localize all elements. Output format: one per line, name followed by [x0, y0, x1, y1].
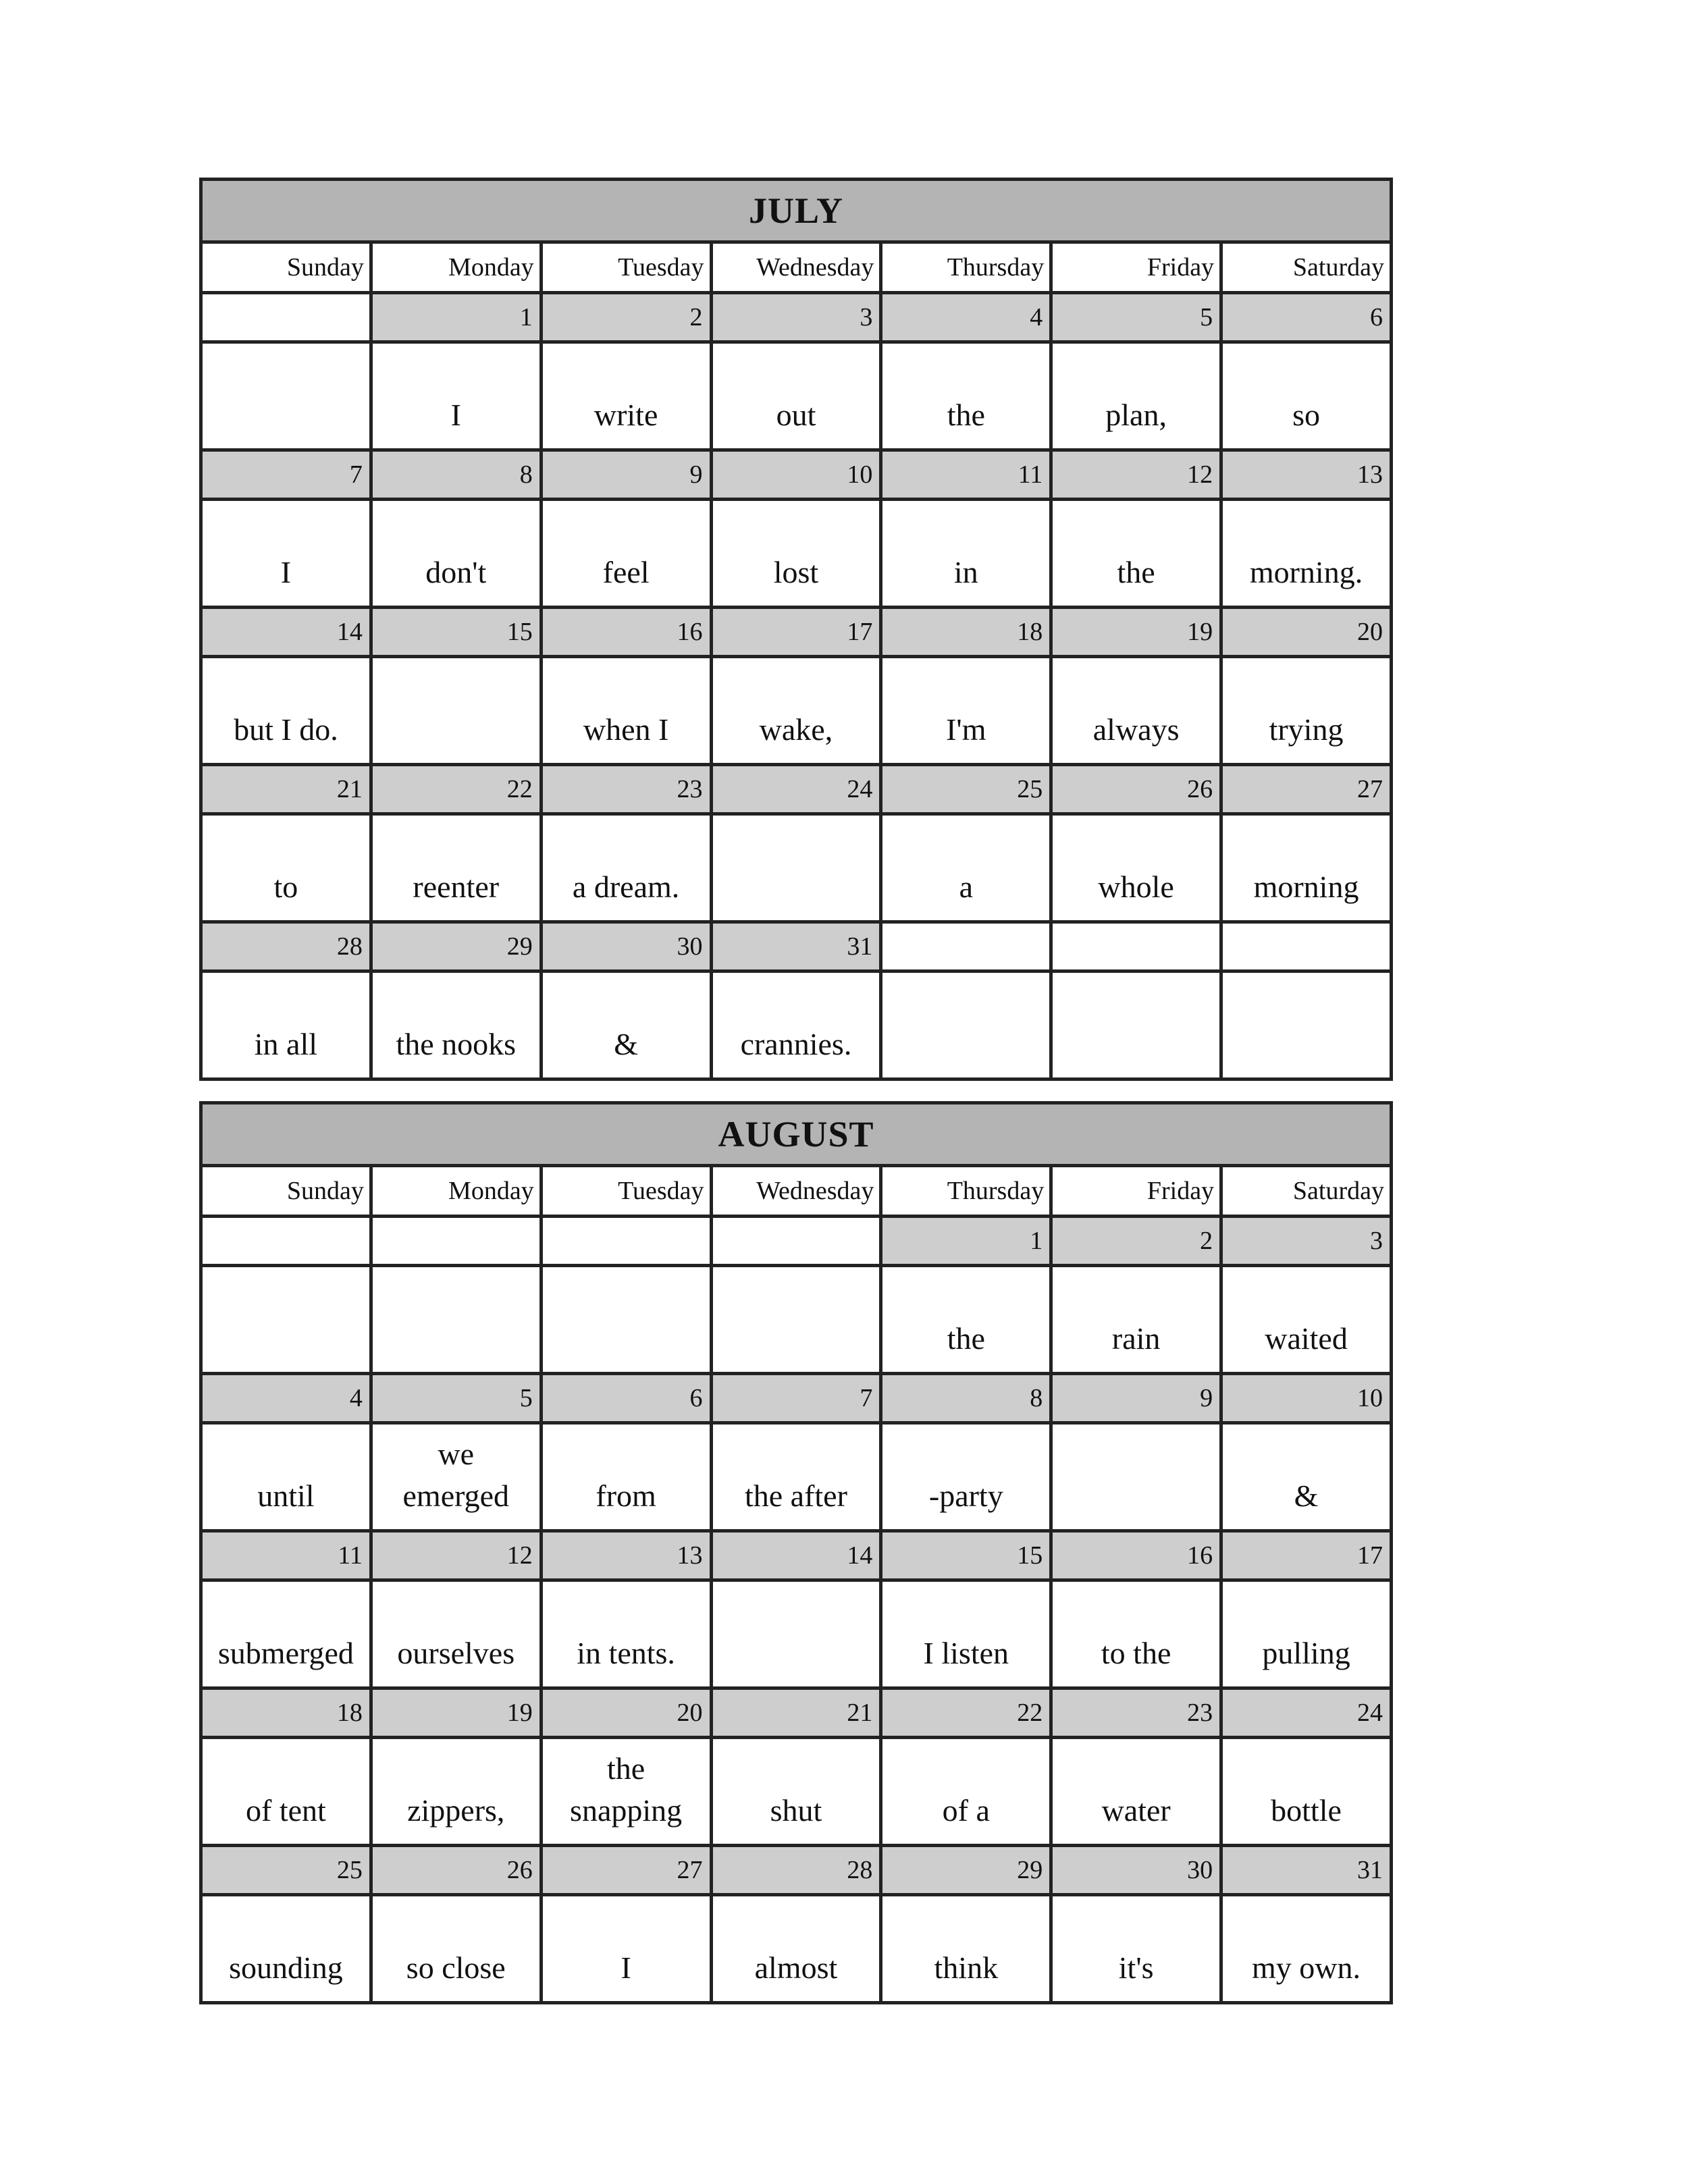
day-word-cell: when I [541, 657, 711, 765]
date-number: 22 [371, 765, 541, 814]
date-number: 19 [371, 1688, 541, 1738]
date-number: 23 [541, 765, 711, 814]
day-word-cell [1051, 1423, 1221, 1531]
date-number: 4 [201, 1374, 371, 1423]
date-number [1051, 922, 1221, 971]
date-number: 18 [201, 1688, 371, 1738]
date-number: 25 [881, 765, 1051, 814]
weekday-header: Thursday [881, 242, 1051, 293]
date-number: 20 [541, 1688, 711, 1738]
day-word-cell: bottle [1221, 1738, 1392, 1846]
day-word-cell [1051, 971, 1221, 1080]
day-word-cell: I [371, 342, 541, 450]
day-word-cell: from [541, 1423, 711, 1531]
day-word-cell: I listen [881, 1580, 1051, 1688]
date-number: 25 [201, 1846, 371, 1895]
date-number: 31 [711, 922, 881, 971]
date-number [201, 293, 371, 342]
date-number: 14 [711, 1531, 881, 1580]
date-number: 29 [371, 922, 541, 971]
weekday-header: Saturday [1221, 1166, 1392, 1217]
day-word-cell: the nooks [371, 971, 541, 1080]
date-number [371, 1217, 541, 1266]
date-number: 28 [711, 1846, 881, 1895]
date-number: 1 [371, 293, 541, 342]
month-title: AUGUST [201, 1103, 1392, 1166]
date-number: 13 [541, 1531, 711, 1580]
day-word-cell: zippers, [371, 1738, 541, 1846]
day-word-cell: to the [1051, 1580, 1221, 1688]
date-number: 21 [711, 1688, 881, 1738]
day-word-cell [371, 657, 541, 765]
day-word-cell: sounding [201, 1895, 371, 2003]
day-word-cell: I [541, 1895, 711, 2003]
weekday-header: Friday [1051, 242, 1221, 293]
day-word-cell: always [1051, 657, 1221, 765]
date-number: 18 [881, 608, 1051, 657]
date-number: 15 [371, 608, 541, 657]
day-word-cell: the [881, 342, 1051, 450]
day-word-cell: of a [881, 1738, 1051, 1846]
day-word-cell: whole [1051, 814, 1221, 922]
date-number: 29 [881, 1846, 1051, 1895]
day-word-cell [541, 1266, 711, 1374]
date-number: 8 [881, 1374, 1051, 1423]
day-word-cell: pulling [1221, 1580, 1392, 1688]
weekday-header: Sunday [201, 242, 371, 293]
day-word-cell: feel [541, 500, 711, 608]
day-word-line: snapping [570, 1793, 683, 1828]
date-number: 10 [711, 450, 881, 500]
day-word-cell: until [201, 1423, 371, 1531]
weekday-header: Monday [371, 1166, 541, 1217]
day-word-cell: of tent [201, 1738, 371, 1846]
day-word-cell [371, 1423, 541, 1531]
date-number: 26 [371, 1846, 541, 1895]
weekday-header: Sunday [201, 1166, 371, 1217]
date-number: 23 [1051, 1688, 1221, 1738]
day-word-cell: plan, [1051, 342, 1221, 450]
day-word-cell: in tents. [541, 1580, 711, 1688]
day-word-cell: reenter [371, 814, 541, 922]
weekday-header: Friday [1051, 1166, 1221, 1217]
day-word-cell: rain [1051, 1266, 1221, 1374]
day-word-cell: waited [1221, 1266, 1392, 1374]
date-number: 6 [541, 1374, 711, 1423]
date-number: 5 [371, 1374, 541, 1423]
date-number: 9 [1051, 1374, 1221, 1423]
day-word-cell: don't [371, 500, 541, 608]
date-number: 11 [881, 450, 1051, 500]
day-word-line: the [607, 1751, 645, 1786]
date-number: 26 [1051, 765, 1221, 814]
date-number: 7 [201, 450, 371, 500]
weekday-header: Wednesday [711, 1166, 881, 1217]
date-number: 17 [1221, 1531, 1392, 1580]
day-word-cell: so [1221, 342, 1392, 450]
date-number: 5 [1051, 293, 1221, 342]
day-word-cell [371, 1266, 541, 1374]
day-word-cell: shut [711, 1738, 881, 1846]
date-number: 24 [711, 765, 881, 814]
day-word-cell: out [711, 342, 881, 450]
date-number: 24 [1221, 1688, 1392, 1738]
day-word-line: we [438, 1437, 475, 1471]
date-number: 31 [1221, 1846, 1392, 1895]
day-word-cell: the after [711, 1423, 881, 1531]
day-word-cell [201, 1266, 371, 1374]
day-word-cell: the [881, 1266, 1051, 1374]
date-number: 28 [201, 922, 371, 971]
day-word-cell: the [1051, 500, 1221, 608]
date-number: 8 [371, 450, 541, 500]
date-number: 7 [711, 1374, 881, 1423]
day-word-cell: lost [711, 500, 881, 608]
date-number [541, 1217, 711, 1266]
weekday-header: Saturday [1221, 242, 1392, 293]
date-number: 19 [1051, 608, 1221, 657]
weekday-header: Monday [371, 242, 541, 293]
date-number: 13 [1221, 450, 1392, 500]
day-word-cell: my own. [1221, 1895, 1392, 2003]
day-word-cell: morning [1221, 814, 1392, 922]
weekday-header: Wednesday [711, 242, 881, 293]
date-number [881, 922, 1051, 971]
date-number: 2 [1051, 1217, 1221, 1266]
day-word-cell: to [201, 814, 371, 922]
august-calendar [199, 1101, 1393, 2004]
date-number: 9 [541, 450, 711, 500]
date-number: 30 [1051, 1846, 1221, 1895]
date-number: 15 [881, 1531, 1051, 1580]
date-number: 10 [1221, 1374, 1392, 1423]
weekday-header: Thursday [881, 1166, 1051, 1217]
day-word-cell: water [1051, 1738, 1221, 1846]
day-word-cell: trying [1221, 657, 1392, 765]
date-number: 12 [1051, 450, 1221, 500]
date-number: 30 [541, 922, 711, 971]
day-word-cell: it's [1051, 1895, 1221, 2003]
date-number: 12 [371, 1531, 541, 1580]
day-word-cell: submerged [201, 1580, 371, 1688]
date-number: 6 [1221, 293, 1392, 342]
date-number: 3 [711, 293, 881, 342]
day-word-cell: I'm [881, 657, 1051, 765]
date-number: 11 [201, 1531, 371, 1580]
day-word-cell [1221, 971, 1392, 1080]
date-number: 3 [1221, 1217, 1392, 1266]
date-number [1221, 922, 1392, 971]
day-word-cell: & [1221, 1423, 1392, 1531]
day-word-cell: a [881, 814, 1051, 922]
day-word-cell: morning. [1221, 500, 1392, 608]
date-number [711, 1217, 881, 1266]
day-word-cell: a dream. [541, 814, 711, 922]
day-word-cell [541, 1738, 711, 1846]
day-word-cell [881, 971, 1051, 1080]
weekday-header: Tuesday [541, 1166, 711, 1217]
date-number: 4 [881, 293, 1051, 342]
month-title: JULY [201, 180, 1392, 242]
day-word-cell: almost [711, 1895, 881, 2003]
date-number: 14 [201, 608, 371, 657]
day-word-cell [711, 814, 881, 922]
date-number: 2 [541, 293, 711, 342]
day-word-cell: but I do. [201, 657, 371, 765]
date-number: 17 [711, 608, 881, 657]
date-number: 16 [1051, 1531, 1221, 1580]
date-number: 16 [541, 608, 711, 657]
day-word-cell: I [201, 500, 371, 608]
date-number: 21 [201, 765, 371, 814]
day-word-cell: think [881, 1895, 1051, 2003]
day-word-cell [201, 342, 371, 450]
date-number: 27 [541, 1846, 711, 1895]
date-number [201, 1217, 371, 1266]
july-calendar [199, 178, 1393, 1081]
day-word-cell [711, 1266, 881, 1374]
date-number: 27 [1221, 765, 1392, 814]
day-word-cell: & [541, 971, 711, 1080]
day-word-cell: in all [201, 971, 371, 1080]
day-word-cell: in [881, 500, 1051, 608]
day-word-line: emerged [402, 1479, 510, 1513]
day-word-cell: -party [881, 1423, 1051, 1531]
day-word-cell: wake, [711, 657, 881, 765]
day-word-cell: ourselves [371, 1580, 541, 1688]
day-word-cell: so close [371, 1895, 541, 2003]
date-number: 20 [1221, 608, 1392, 657]
day-word-cell [711, 1580, 881, 1688]
day-word-cell: write [541, 342, 711, 450]
date-number: 22 [881, 1688, 1051, 1738]
day-word-cell: crannies. [711, 971, 881, 1080]
date-number: 1 [881, 1217, 1051, 1266]
weekday-header: Tuesday [541, 242, 711, 293]
